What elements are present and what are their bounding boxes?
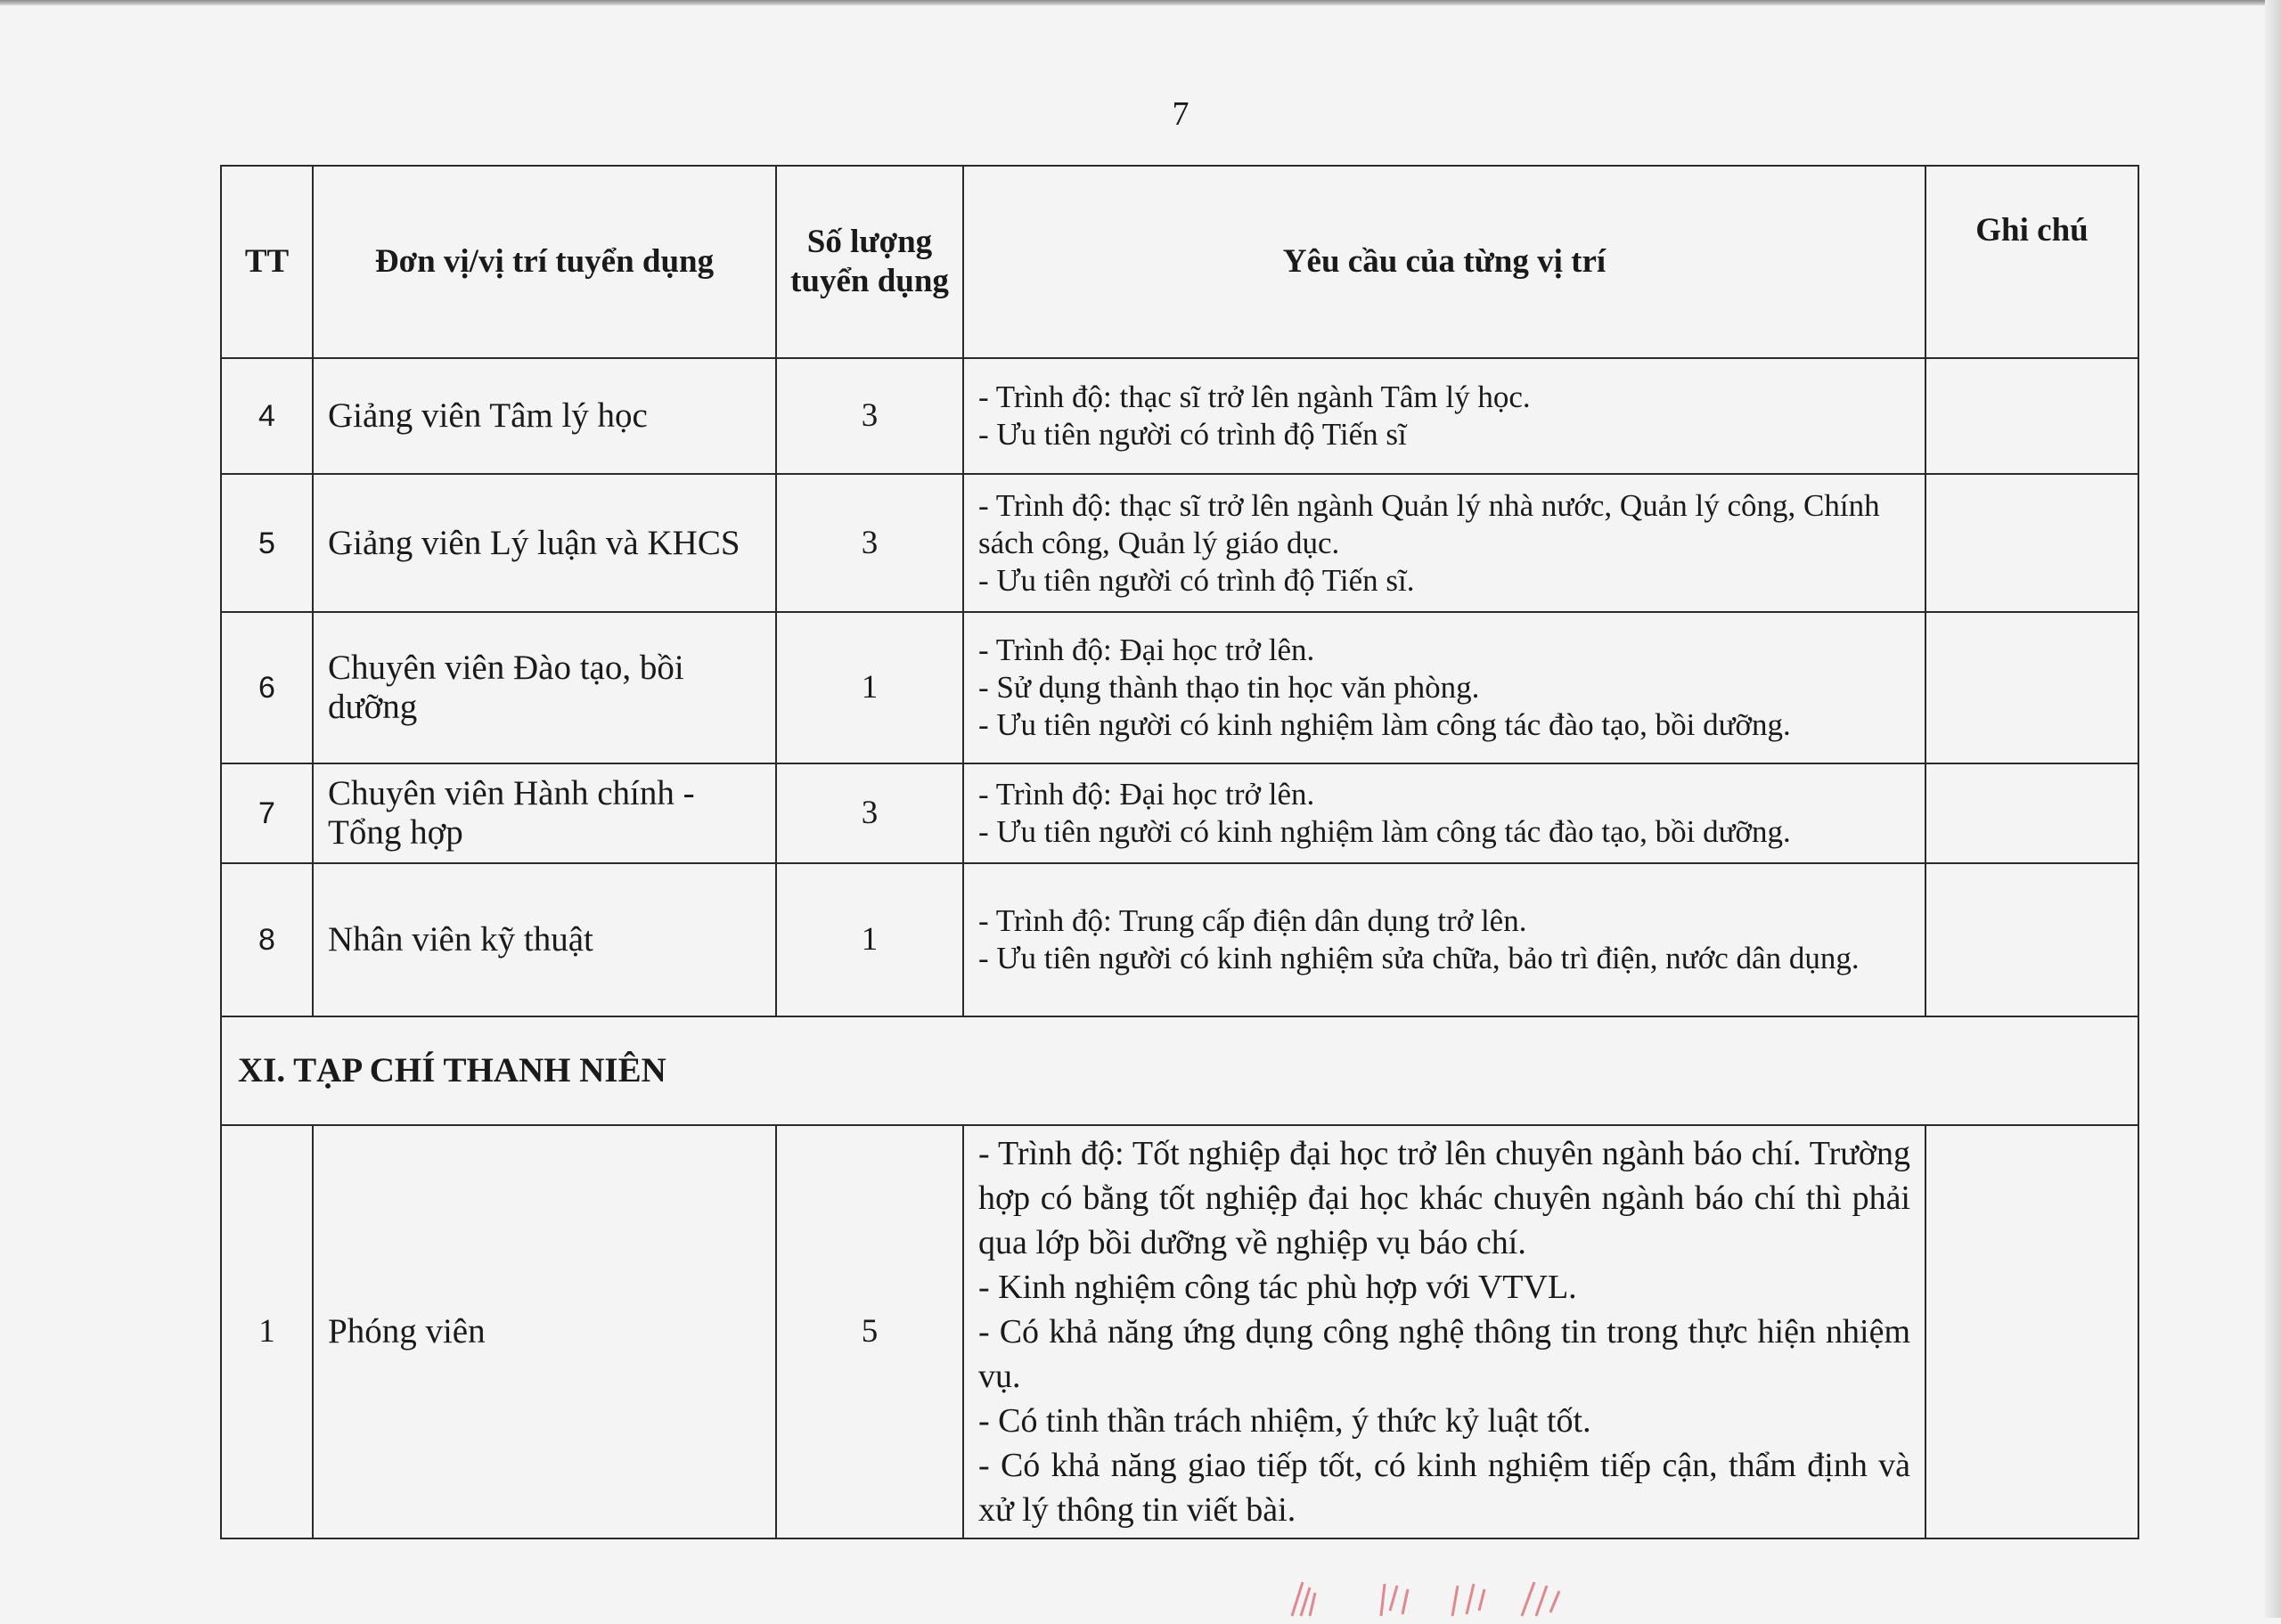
red-stamp-fragment — [1283, 1575, 1568, 1618]
table-row — [221, 612, 2138, 763]
row-quantity: 1 — [776, 612, 963, 763]
row-requirements — [963, 863, 1925, 1016]
requirement-line: - Trình độ: Tốt nghiệp đại học trở lên chuyên ngành báo chí. Trường hợp có bằng tốt nghiệp đại học khác chuyên ngành báo chí thì phải qua lớp bồi dưỡng về nghiệp vụ báo chí. — [978, 1135, 1910, 1261]
requirement-line: - Ưu tiên người có kinh nghiệm làm công tác đào tạo, bồi dưỡng. — [978, 707, 1791, 742]
requirement-line: - Ưu tiên người có trình độ Tiến sĩ — [978, 417, 1407, 452]
requirement-line: - Có khả năng ứng dụng công nghệ thông tin trong thực hiện nhiệm vụ. — [978, 1313, 1910, 1395]
table-row — [221, 358, 2138, 474]
scan-top-edge — [0, 0, 2281, 5]
requirement-line: - Có tinh thần trách nhiệm, ý thức kỷ luật tốt. — [978, 1402, 1591, 1440]
requirement-line: - Ưu tiên người có kinh nghiệm sửa chữa, bảo trì điện, nước dân dụng. — [978, 941, 1860, 975]
table-row — [221, 1125, 2138, 1538]
header-notes: Ghi chú — [1925, 166, 2138, 358]
row-quantity: 3 — [776, 358, 963, 474]
row-unit: Giảng viên Lý luận và KHCS — [313, 474, 776, 612]
recruitment-table — [220, 165, 2139, 1539]
page-number: 7 — [1172, 95, 1190, 133]
requirement-line: - Trình độ: thạc sĩ trở lên ngành Tâm lý học. — [978, 379, 1531, 414]
requirement-line: - Trình độ: Trung cấp điện dân dụng trở lên. — [978, 903, 1527, 938]
header-unit: Đơn vị/vị trí tuyển dụng — [313, 166, 776, 358]
row-tt: 1 — [221, 1125, 313, 1538]
row-notes — [1925, 763, 2138, 863]
row-quantity: 1 — [776, 863, 963, 1016]
row-notes — [1925, 358, 2138, 474]
row-requirements — [963, 474, 1925, 612]
row-requirements — [963, 763, 1925, 863]
row-unit: Giảng viên Tâm lý học — [313, 358, 776, 474]
header-tt: TT — [221, 166, 313, 358]
section-title: XI. TẠP CHÍ THANH NIÊN — [221, 1016, 2138, 1125]
requirement-line: - Trình độ: thạc sĩ trở lên ngành Quản lý nhà nước, Quản lý công, Chính sách công, Quản lý giáo dục. — [978, 487, 1880, 560]
row-unit: Chuyên viên Đào tạo, bồi dưỡng — [313, 612, 776, 763]
row-requirements — [963, 612, 1925, 763]
row-unit: Phóng viên — [313, 1125, 776, 1538]
section-header-row — [221, 1016, 2138, 1125]
header-requirements: Yêu cầu của từng vị trí — [963, 166, 1925, 358]
row-notes — [1925, 612, 2138, 763]
requirement-line: - Sử dụng thành thạo tin học văn phòng. — [978, 670, 1480, 705]
requirement-line: - Trình độ: Đại học trở lên. — [978, 777, 1315, 812]
row-quantity: 5 — [776, 1125, 963, 1538]
row-tt: 6 — [221, 612, 313, 763]
requirement-line: - Có khả năng giao tiếp tốt, có kinh nghiệm tiếp cận, thẩm định và xử lý thông tin viết bài. — [978, 1447, 1910, 1529]
row-tt: 4 — [221, 358, 313, 474]
table-row — [221, 763, 2138, 863]
row-quantity: 3 — [776, 474, 963, 612]
requirement-line: - Ưu tiên người có kinh nghiệm làm công tác đào tạo, bồi dưỡng. — [978, 814, 1791, 849]
row-notes — [1925, 1125, 2138, 1538]
stamp-mark-icon — [1283, 1575, 1568, 1618]
row-unit: Nhân viên kỹ thuật — [313, 863, 776, 1016]
row-requirements — [963, 1125, 1925, 1538]
row-tt: 7 — [221, 763, 313, 863]
requirement-line: - Trình độ: Đại học trở lên. — [978, 632, 1315, 667]
row-tt: 5 — [221, 474, 313, 612]
row-quantity: 3 — [776, 763, 963, 863]
row-notes — [1925, 474, 2138, 612]
requirement-line: - Ưu tiên người có trình độ Tiến sĩ. — [978, 562, 1415, 598]
table-row — [221, 863, 2138, 1016]
row-notes — [1925, 863, 2138, 1016]
table-header-row — [221, 166, 2138, 358]
requirement-line: - Kinh nghiệm công tác phù hợp với VTVL. — [978, 1269, 1577, 1306]
row-requirements — [963, 358, 1925, 474]
header-quantity: Số lượng tuyển dụng — [776, 166, 963, 358]
scan-right-edge — [2265, 0, 2281, 1618]
row-tt: 8 — [221, 863, 313, 1016]
row-unit: Chuyên viên Hành chính - Tổng hợp — [313, 763, 776, 863]
table-row — [221, 474, 2138, 612]
